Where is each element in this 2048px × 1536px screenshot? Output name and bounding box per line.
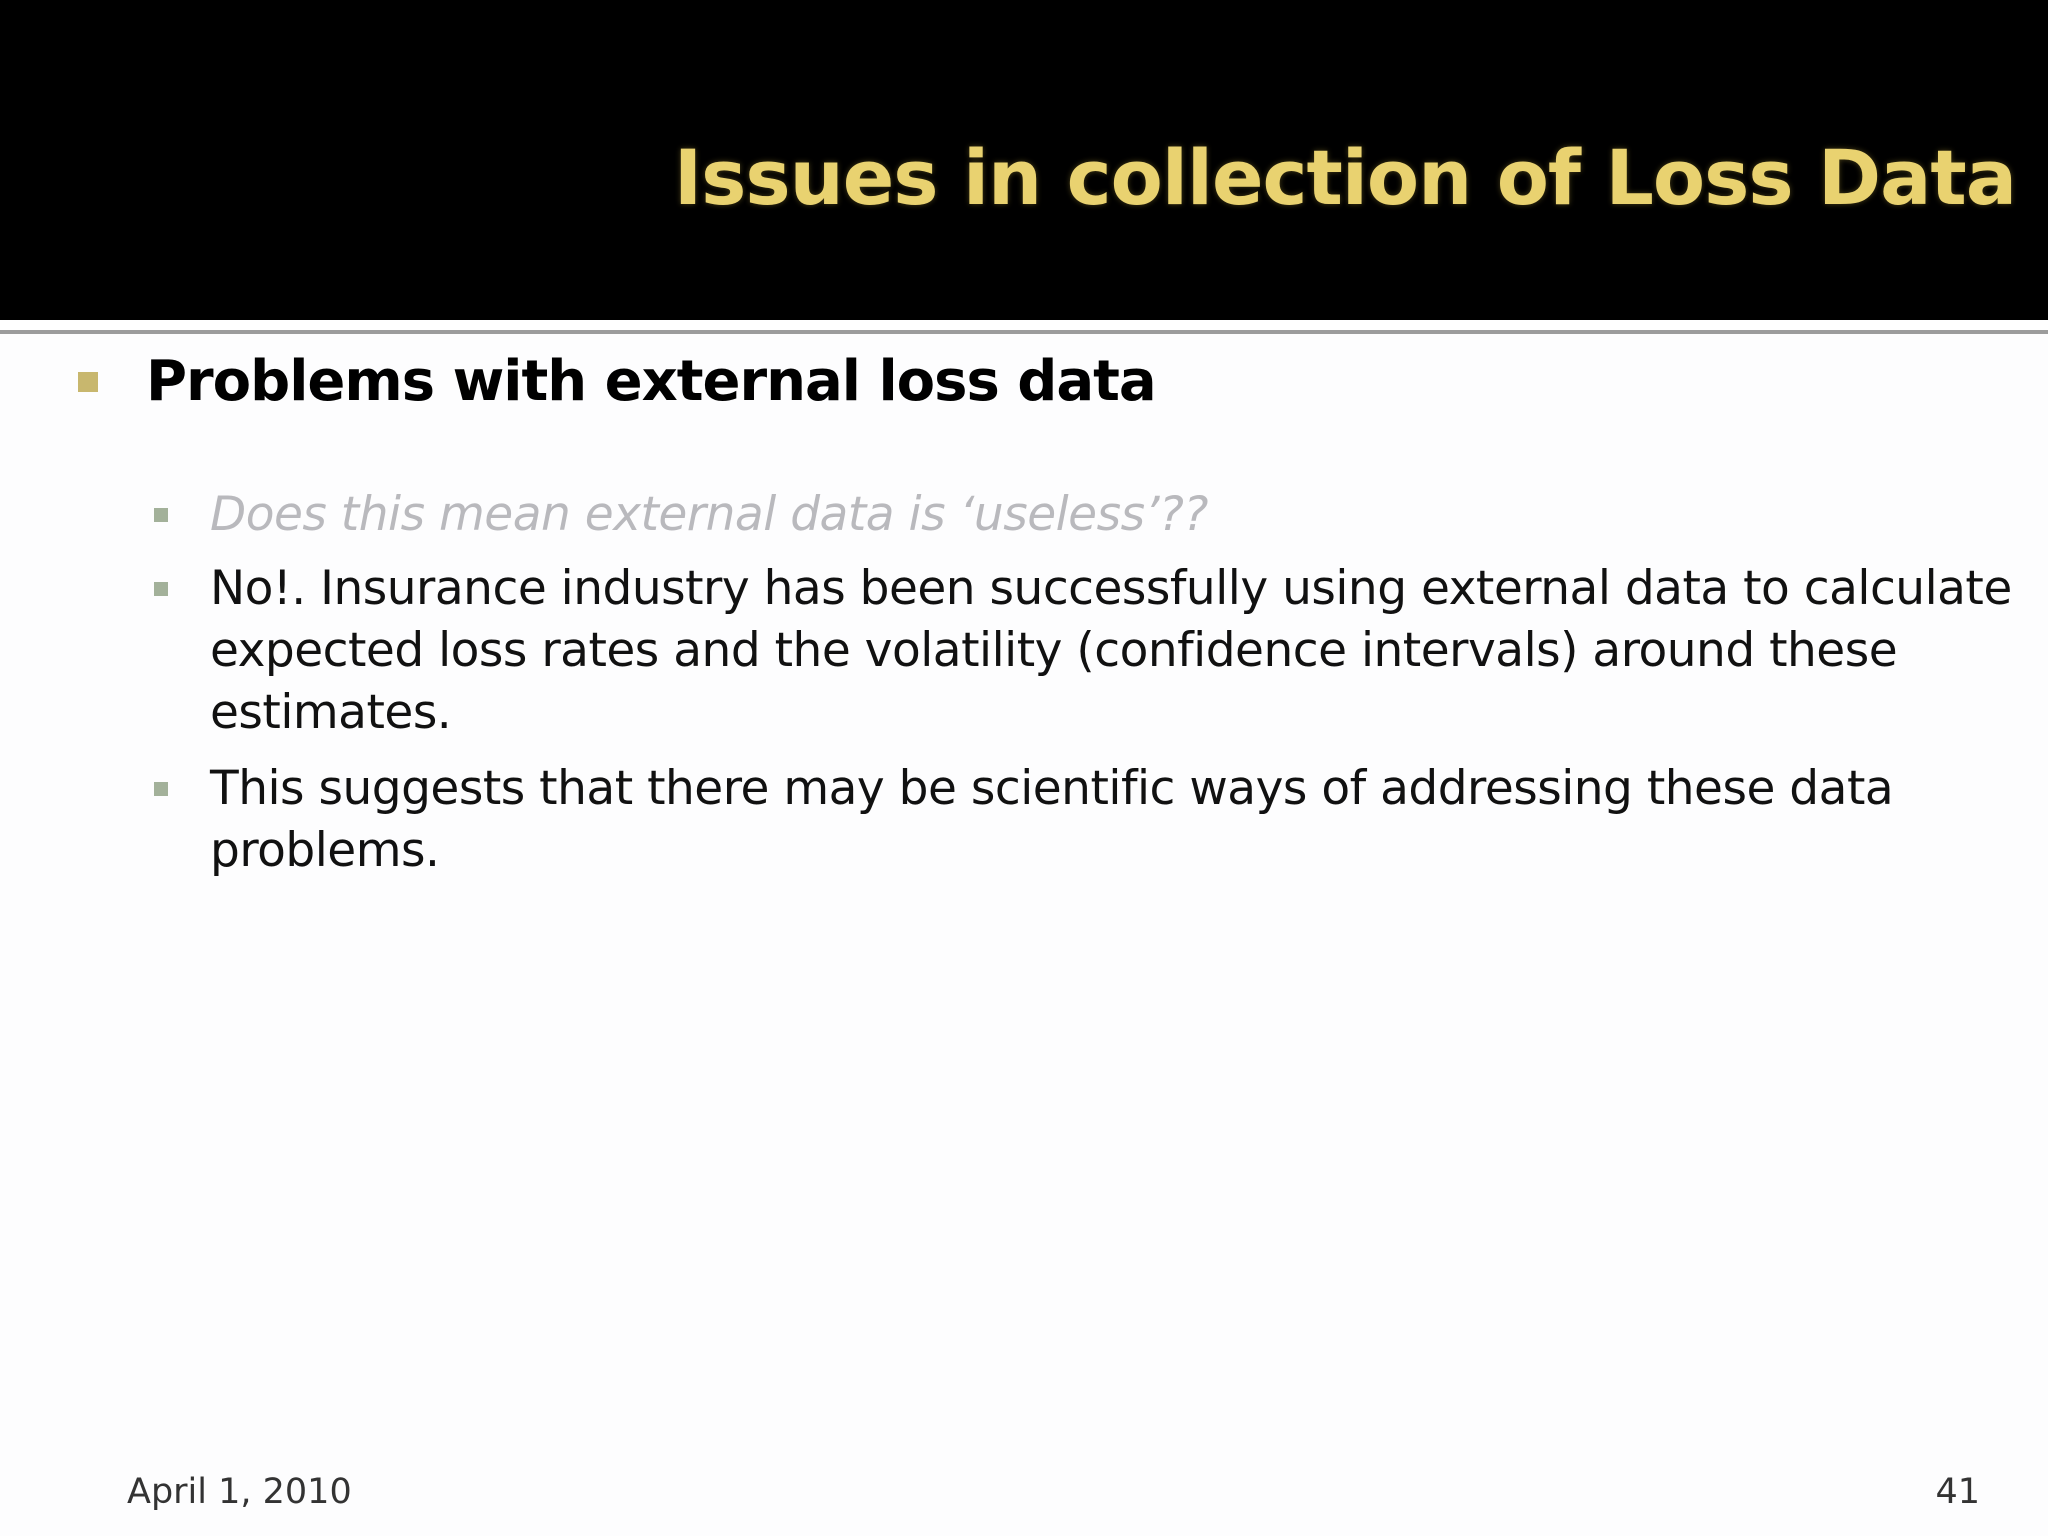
sub-bullet-item xyxy=(150,758,2020,882)
sub-bullet-item xyxy=(150,484,2020,546)
title-divider-white xyxy=(0,320,2048,330)
sub-bullet-item xyxy=(150,558,2020,744)
title-bar xyxy=(0,0,2048,320)
square-bullet-icon xyxy=(78,372,98,392)
main-bullet-text: Problems with external loss data xyxy=(146,349,1156,414)
slide-title: Issues in collection of Loss Data xyxy=(673,133,2016,222)
sub-bullet-list xyxy=(150,484,2020,896)
square-bullet-icon xyxy=(154,782,168,796)
square-bullet-icon xyxy=(154,508,168,522)
sub-bullet-text: Does this mean external data is ‘useless’?? xyxy=(210,487,1208,542)
slide-body xyxy=(0,334,2048,1536)
sub-bullet-text: This suggests that there may be scientific ways of addressing these data problems. xyxy=(210,761,1894,878)
sub-bullet-text: No!. Insurance industry has been successfully using external data to calculate expected loss rates and the volatility (confidence intervals) around these estimates. xyxy=(210,561,2012,740)
square-bullet-icon xyxy=(154,582,168,596)
slide-number: 41 xyxy=(1935,1472,1980,1512)
footer-date: April 1, 2010 xyxy=(127,1472,352,1512)
